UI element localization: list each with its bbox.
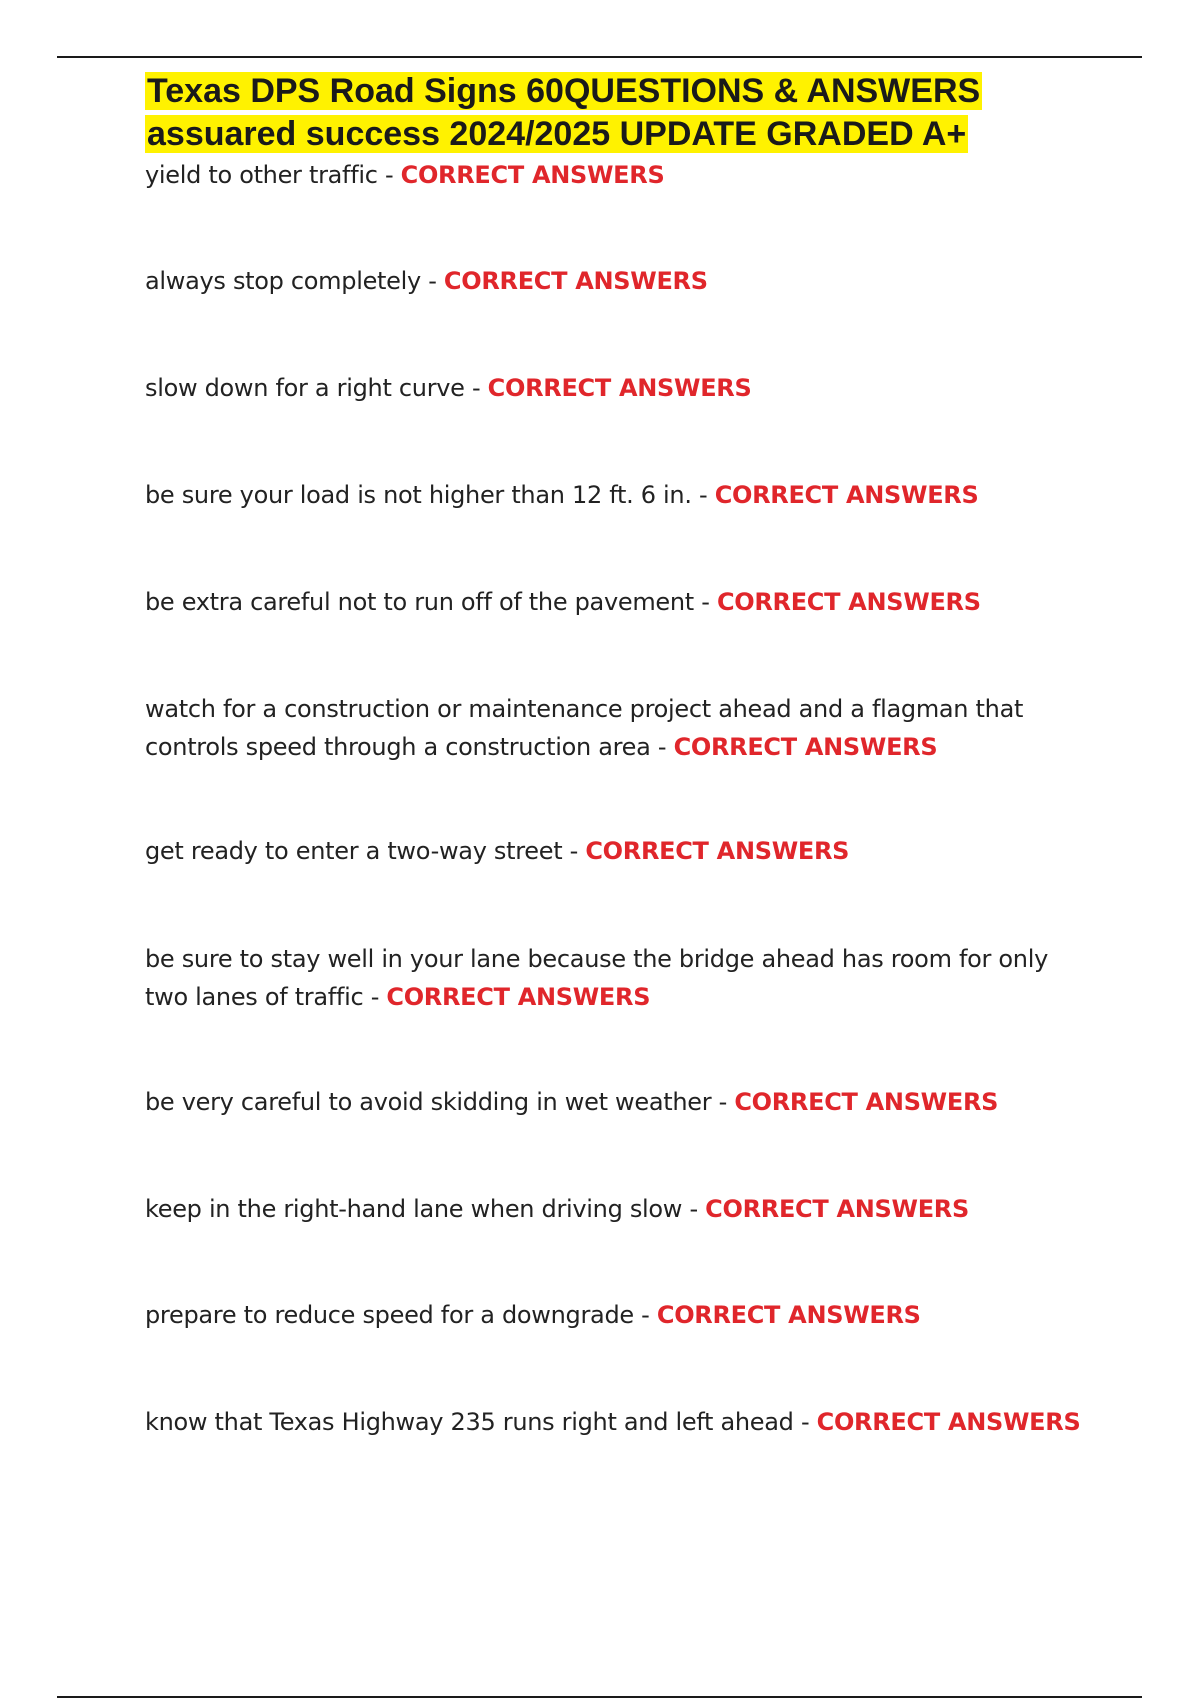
qa-item: [145, 690, 1085, 766]
qa-separator: -: [650, 733, 674, 761]
qa-separator: -: [464, 374, 488, 402]
qa-separator: -: [682, 1195, 706, 1223]
qa-answer-label: CORRECT ANSWERS: [716, 588, 981, 616]
qa-answer-label: CORRECT ANSWERS: [386, 983, 651, 1011]
qa-answer-label: CORRECT ANSWERS: [816, 1408, 1081, 1436]
qa-question: prepare to reduce speed for a downgrade: [145, 1301, 634, 1329]
qa-question: yield to other traffic: [145, 161, 378, 189]
qa-question: know that Texas Highway 235 runs right and left ahead: [145, 1408, 794, 1436]
qa-separator: -: [363, 983, 387, 1011]
qa-question: be extra careful not to run off of the pavement: [145, 588, 694, 616]
qa-question: get ready to enter a two-way street: [145, 837, 563, 865]
qa-answer-label: CORRECT ANSWERS: [714, 481, 979, 509]
qa-item: [145, 940, 1085, 1016]
title-highlight: Texas DPS Road Signs 60QUESTIONS & ANSWERS assuared success 2024/2025 UPDATE GRADED A+: [147, 72, 981, 153]
qa-item: [145, 262, 1085, 300]
qa-separator: -: [711, 1088, 735, 1116]
qa-question: be sure to stay well in your lane because the bridge ahead has room for only two lanes of traffic: [145, 945, 1048, 1011]
qa-item: [145, 476, 1085, 514]
qa-item: [145, 832, 1085, 870]
qa-separator: -: [562, 837, 586, 865]
qa-question: keep in the right-hand lane when driving slow: [145, 1195, 683, 1223]
qa-item: [145, 156, 1085, 194]
qa-separator: -: [693, 588, 717, 616]
bottom-rule: [57, 1696, 1142, 1698]
qa-answer-label: CORRECT ANSWERS: [656, 1301, 921, 1329]
qa-item: [145, 1403, 1085, 1441]
qa-separator: -: [420, 267, 444, 295]
qa-item: [145, 583, 1085, 621]
qa-answer-label: CORRECT ANSWERS: [400, 161, 665, 189]
qa-answer-label: CORRECT ANSWERS: [705, 1195, 969, 1223]
qa-answer-label: CORRECT ANSWERS: [673, 733, 938, 761]
qa-question: always stop completely: [145, 267, 421, 295]
top-rule: [57, 56, 1142, 58]
qa-question: be sure your load is not higher than 12 ft. 6 in.: [145, 481, 692, 509]
qa-answer-label: CORRECT ANSWERS: [734, 1088, 999, 1116]
document-title: [145, 70, 1045, 156]
qa-separator: -: [691, 481, 715, 509]
qa-separator: -: [793, 1408, 817, 1436]
qa-question: be very careful to avoid skidding in wet weather: [145, 1088, 712, 1116]
qa-item: [145, 369, 1085, 407]
qa-separator: -: [633, 1301, 657, 1329]
qa-item: [145, 1296, 1085, 1334]
qa-item: [145, 1190, 1085, 1228]
qa-separator: -: [377, 161, 401, 189]
qa-answer-label: CORRECT ANSWERS: [487, 374, 752, 402]
qa-answer-label: CORRECT ANSWERS: [585, 837, 850, 865]
qa-question: slow down for a right curve: [145, 374, 465, 402]
qa-question: watch for a construction or maintenance project ahead and a flagman that controls speed through a construction area: [145, 695, 1024, 761]
qa-answer-label: CORRECT ANSWERS: [443, 267, 708, 295]
qa-item: [145, 1083, 1085, 1121]
